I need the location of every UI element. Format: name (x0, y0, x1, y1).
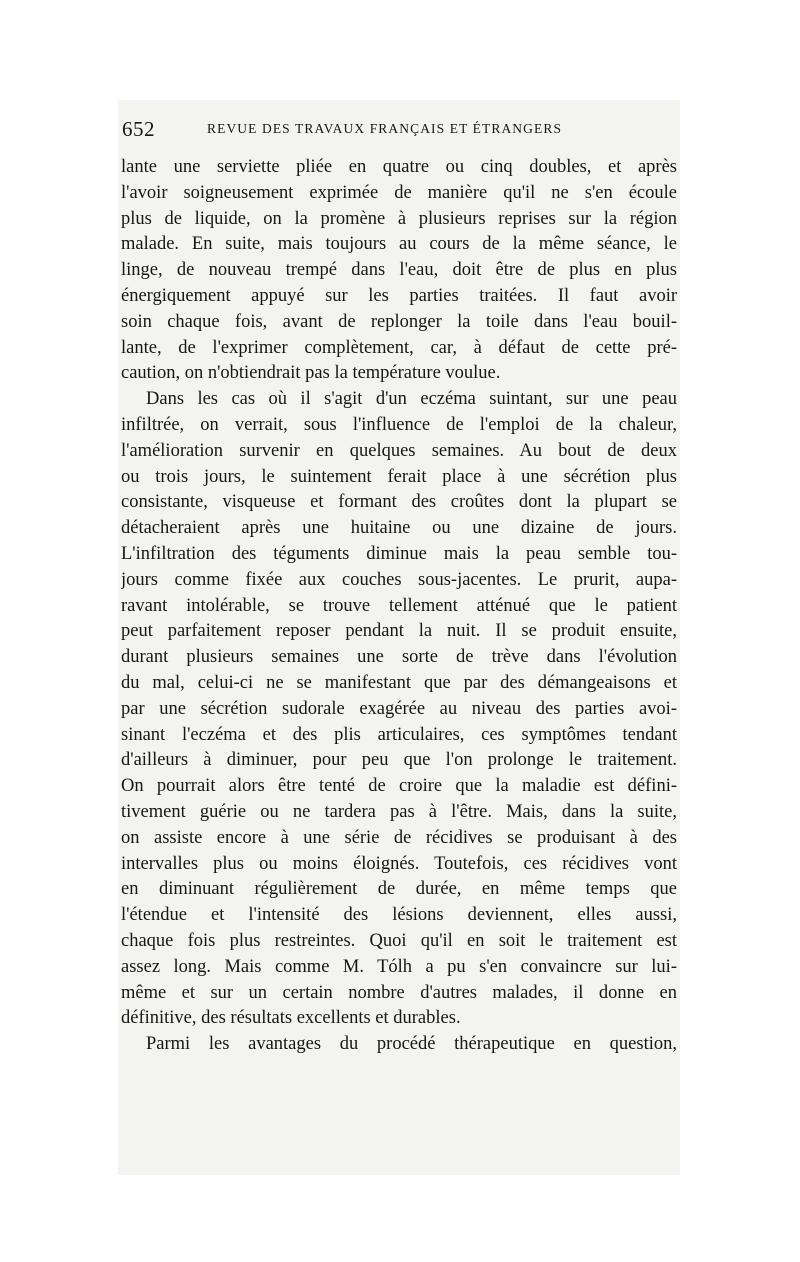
page-header (122, 116, 678, 142)
running-title: REVUE DES TRAVAUX FRANÇAIS ET ÉTRANGERS (207, 121, 563, 136)
text-line: l'étendue et l'intensité des lésions deviennent, elles aussi, (121, 905, 677, 926)
text-line: consistante, visqueuse et formant des croûtes dont la plupart se (121, 492, 677, 513)
text-line: du mal, celui-ci ne se manifestant que par des démangeaisons et (121, 672, 677, 693)
text-line: sinant l'eczéma et des plis articulaires, ces symptômes tendant (121, 724, 677, 745)
text-line: Dans les cas où il s'agit d'un eczéma suintant, sur une peau (146, 389, 677, 410)
body-text (121, 155, 677, 1058)
text-line: par une sécrétion sudorale exagérée au niveau des parties avoi- (121, 698, 677, 719)
page-number: 652 (122, 117, 155, 141)
text-line: tivement guérie ou ne tardera pas à l'être. Mais, dans la suite, (121, 801, 677, 822)
text-line: intervalles plus ou moins éloignés. Toutefois, ces récidives vont (121, 853, 677, 874)
text-line: linge, de nouveau trempé dans l'eau, doit être de plus en plus (121, 260, 677, 281)
text-line: soin chaque fois, avant de replonger la toile dans l'eau bouil- (121, 311, 677, 332)
text-line: On pourrait alors être tenté de croire que la maladie est défini- (121, 776, 677, 797)
text-line: ou trois jours, le suintement ferait place à une sécrétion plus (121, 466, 677, 487)
text-line: ravant intolérable, se trouve tellement atténué que le patient (121, 595, 677, 616)
text-line: définitive, des résultats excellents et durables. (121, 1008, 461, 1029)
text-line: peut parfaitement reposer pendant la nuit. Il se produit ensuite, (121, 621, 677, 642)
text-line: durant plusieurs semaines une sorte de trève dans l'évolution (121, 647, 677, 668)
text-line: L'infiltration des téguments diminue mais la peau semble tou- (121, 543, 677, 564)
text-line: jours comme fixée aux couches sous-jacentes. Le prurit, aupa- (121, 569, 677, 590)
text-line: l'amélioration survenir en quelques semaines. Au bout de deux (121, 440, 677, 461)
text-line: en diminuant régulièrement de durée, en même temps que (121, 879, 677, 900)
text-line: assez long. Mais comme M. Tólh a pu s'en convaincre sur lui- (121, 956, 677, 977)
text-line: lante une serviette pliée en quatre ou cinq doubles, et après (121, 157, 677, 177)
text-line: même et sur un certain nombre d'autres malades, il donne en (121, 982, 677, 1003)
text-line: Parmi les avantages du procédé thérapeutique en question, (146, 1034, 677, 1055)
text-line: chaque fois plus restreintes. Quoi qu'il en soit le traitement est (121, 930, 677, 951)
text-line: on assiste encore à une série de récidives se produisant à des (121, 827, 677, 848)
text-line: malade. En suite, mais toujours au cours de la même séance, le (121, 234, 677, 255)
text-line: infiltrée, on verrait, sous l'influence de l'emploi de la chaleur, (121, 414, 677, 435)
text-line: caution, on n'obtiendrait pas la température voulue. (121, 363, 501, 384)
text-line: l'avoir soigneusement exprimée de manière qu'il ne s'en écoule (121, 182, 677, 203)
text-line: énergiquement appuyé sur les parties traitées. Il faut avoir (121, 285, 677, 306)
text-line: lante, de l'exprimer complètement, car, à défaut de cette pré- (121, 337, 677, 358)
text-line: plus de liquide, on la promène à plusieurs reprises sur la région (121, 208, 677, 229)
text-line: d'ailleurs à diminuer, pour peu que l'on prolonge le traitement. (121, 750, 677, 771)
text-line: détacheraient après une huitaine ou une dizaine de jours. (121, 518, 677, 539)
